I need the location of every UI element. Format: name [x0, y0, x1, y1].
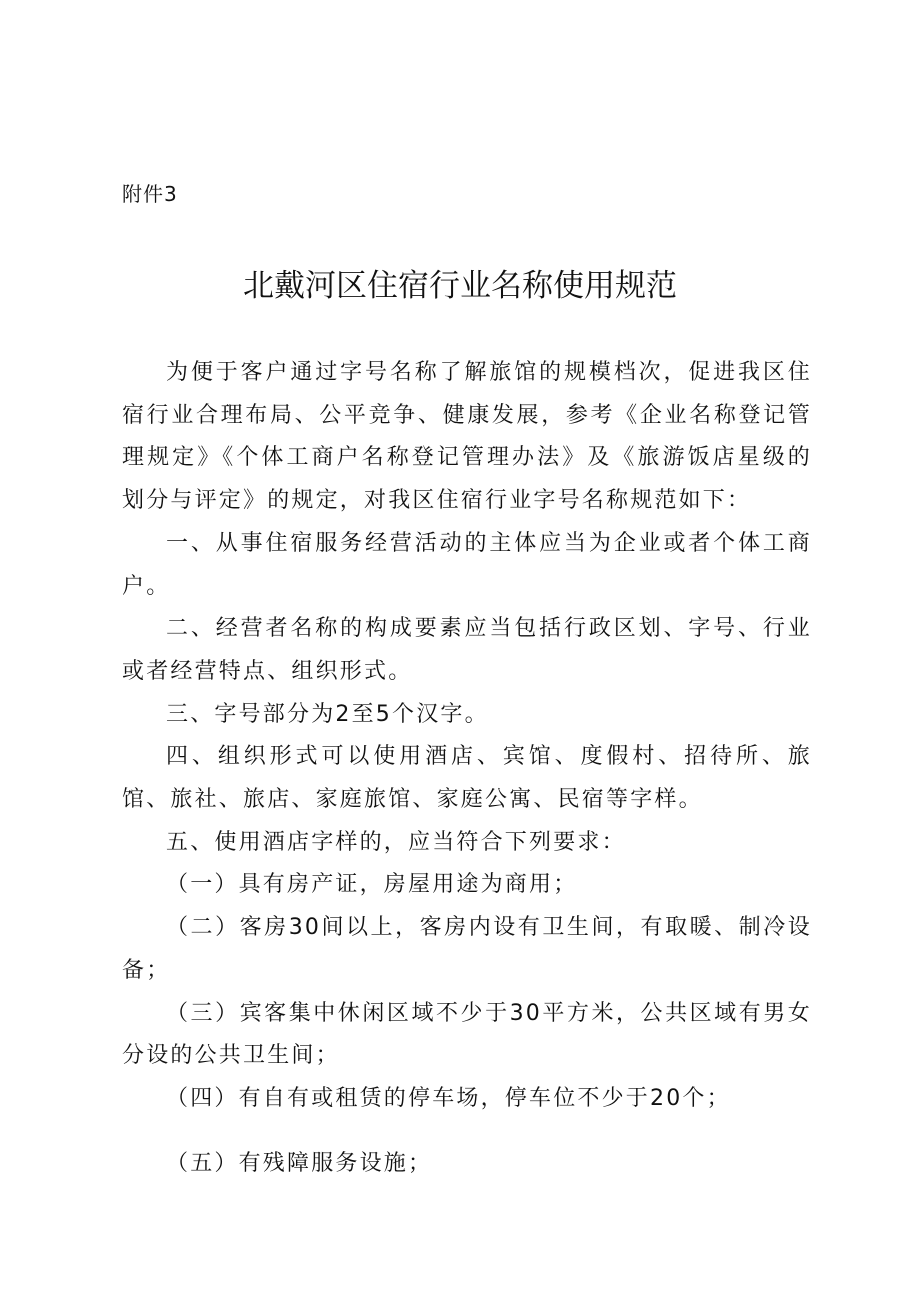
clause-5-item-5: （五）有残障服务设施；	[166, 1150, 433, 1176]
clause-5-item-4: （四）有自有或租赁的停车场，停车位不少于20个；	[166, 1085, 731, 1111]
intro-paragraph: 为便于客户通过字号名称了解旅馆的规模档次，促进我区住宿行业合理布局、公平竞争、健康发展，参考《企业名称登记管理规定》《个体工商户名称登记管理办法》及《旅游饭店星级的划分与评定》的规定，对我区住宿行业字号名称规范如下：	[122, 360, 812, 514]
clause-1: 一、从事住宿服务经营活动的主体应当为企业或者个体工商户。	[122, 530, 812, 599]
clause-5: 五、使用酒店字样的，应当符合下列要求：	[166, 829, 626, 855]
clause-5-item-3: （三）宾客集中休闲区域不少于30平方米，公共区域有男女分设的公共卫生间；	[122, 1000, 812, 1069]
clause-5-item-1: （一）具有房产证，房屋用途为商用；	[166, 872, 578, 898]
clause-3: 三、字号部分为2至5个汉字。	[166, 701, 489, 727]
clause-4: 四、组织形式可以使用酒店、宾馆、度假村、招待所、旅馆、旅社、旅店、家庭旅馆、家庭公寓、民宿等字样。	[122, 744, 812, 813]
clause-5-item-2: （二）客房30间以上，客房内设有卫生间，有取暖、制冷设备；	[122, 915, 812, 983]
document-title: 北戴河区住宿行业名称使用规范	[243, 268, 677, 304]
document-body	[122, 352, 812, 1185]
attachment-label: 附件3	[122, 182, 178, 206]
clause-2: 二、经营者名称的构成要素应当包括行政区划、字号、行业或者经营特点、组织形式。	[122, 616, 812, 684]
